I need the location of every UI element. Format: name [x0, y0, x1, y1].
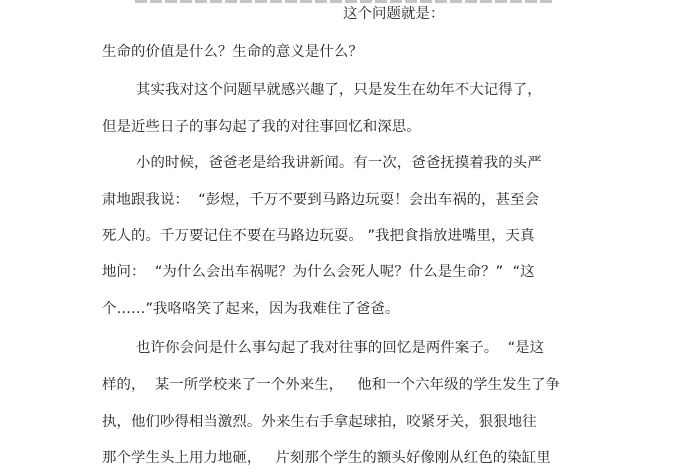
text-line: 死人的。千万要记住不要在马路边玩耍。 ”我把食指放进嘴里，天真	[102, 228, 535, 244]
text-line: 地问： “为什么会出车祸呢？为什么会死人呢？什么是生命？” “这	[102, 264, 535, 280]
text-line: 肃地跟我说： “彭煜，千万不要到马路边玩耍！会出车祸的，甚至会	[102, 192, 540, 208]
text-line: 也许你会问是什么事勾起了我对往事的回忆是两件案子。 “是这	[136, 340, 545, 356]
text-line: 其实我对这个问题早就感兴趣了，只是发生在幼年不大记得了，	[136, 82, 542, 98]
text-line: 个……”我咯咯笑了起来，因为我难住了爸爸。	[102, 301, 400, 317]
text-line: 样的， 某一所学校来了一个外来生， 他和一个六年级的学生发生了争	[102, 377, 561, 393]
text-line: 小的时候，爸爸老是给我讲新闻。有一次，爸爸抚摸着我的头严	[136, 155, 542, 171]
text-line: 那个学生头上用力地砸， 片刻那个学生的额头好像刚从红色的染缸里	[102, 450, 551, 466]
text-line: 这个问题就是：	[343, 6, 445, 22]
cropped-top-line	[135, 0, 555, 3]
text-line: 生命的价值是什么？生命的意义是什么？	[102, 44, 363, 60]
text-line: 执，他们吵得相当激烈。外来生右手拿起球拍，咬紧牙关，狠狠地往	[102, 414, 537, 430]
text-line: 但是近些日子的事勾起了我的对往事回忆和深思。	[102, 119, 421, 135]
